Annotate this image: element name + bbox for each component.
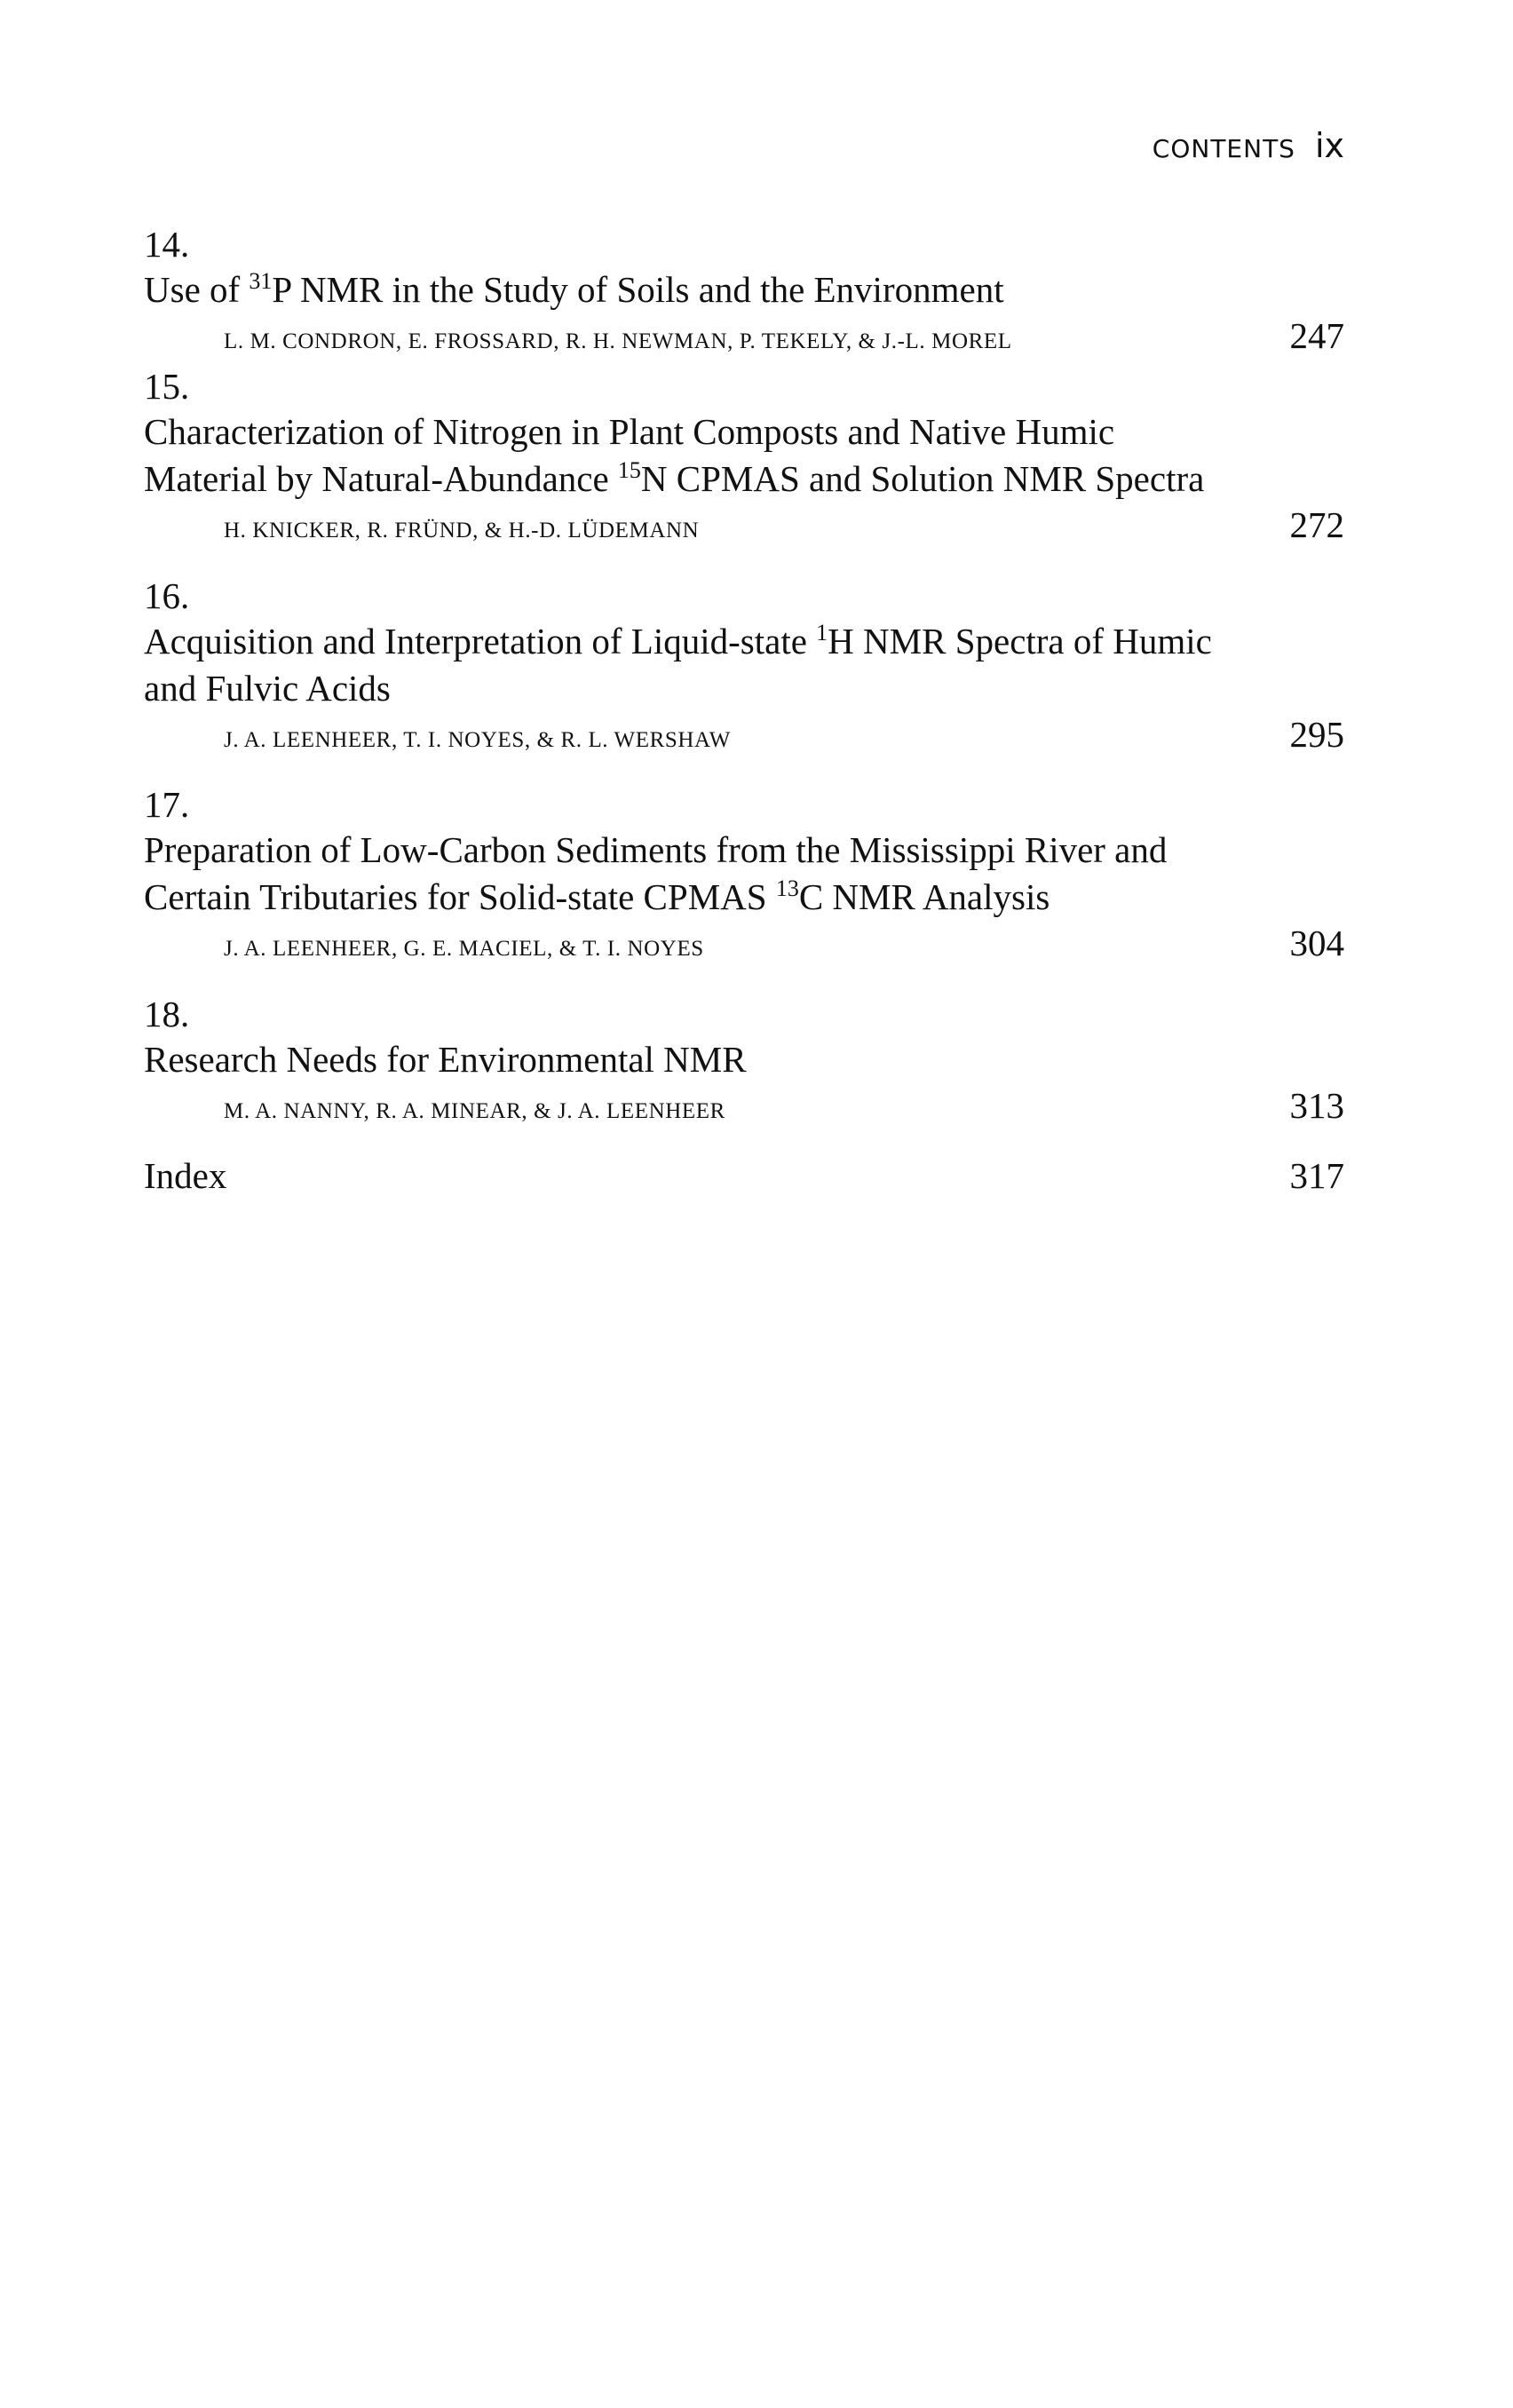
chapter-title[interactable]: Research Needs for Environmental NMR: [144, 1039, 747, 1080]
chapter-page: 272: [1289, 504, 1344, 545]
page-number: ix: [1314, 126, 1344, 165]
chapter-authors: H. KNICKER, R. FRÜND, & H.-D. LÜDEMANN: [224, 519, 700, 543]
toc-entry-15[interactable]: [144, 364, 1344, 552]
chapter-page: 247: [1289, 315, 1344, 356]
chapter-number: 15.: [144, 366, 190, 407]
running-head-label: CONTENTS: [1152, 134, 1295, 163]
chapter-page: 313: [1289, 1085, 1344, 1126]
index-page: 317: [1289, 1155, 1344, 1196]
chapter-number: 14.: [144, 224, 190, 265]
toc-entry-17[interactable]: [144, 782, 1344, 970]
running-head: [1153, 126, 1344, 165]
index-label[interactable]: Index: [144, 1155, 227, 1196]
toc-entry-16[interactable]: [144, 574, 1344, 762]
toc-entry-14[interactable]: [144, 222, 1344, 363]
chapter-authors: J. A. LEENHEER, T. I. NOYES, & R. L. WERSHAW: [224, 728, 731, 752]
toc-entry-18[interactable]: [144, 992, 1344, 1133]
chapter-title[interactable]: Characterization of Nitrogen in Plant Composts and Native Humic Material by Natural-Abundance $^{15}$N CPMAS and Solution NMR Spectra: [144, 411, 1205, 499]
chapter-page: 304: [1289, 923, 1344, 963]
chapter-authors: J. A. LEENHEER, G. E. MACIEL, & T. I. NOYES: [224, 937, 704, 961]
chapter-authors: L. M. CONDRON, E. FROSSARD, R. H. NEWMAN, P. TEKELY, & J.-L. MOREL: [224, 329, 1012, 353]
toc-entry-index[interactable]: [144, 1151, 1344, 1200]
chapter-title[interactable]: Preparation of Low-Carbon Sediments from the Mississippi River and Certain Tributaries for Solid-state CPMAS $^{13}$C NMR Analysis: [144, 829, 1168, 917]
chapter-title[interactable]: Acquisition and Interpretation of Liquid-state $^1$H NMR Spectra of Humic and Fulvic Acids: [144, 620, 1212, 709]
chapter-title[interactable]: Use of $^{31}$P NMR in the Study of Soils and the Environment: [144, 268, 1004, 310]
chapter-number: 17.: [144, 784, 190, 825]
chapter-authors: M. A. NANNY, R. A. MINEAR, & J. A. LEENHEER: [224, 1099, 725, 1123]
chapter-page: 295: [1289, 714, 1344, 755]
chapter-number: 16.: [144, 575, 190, 616]
chapter-number: 18.: [144, 994, 190, 1034]
